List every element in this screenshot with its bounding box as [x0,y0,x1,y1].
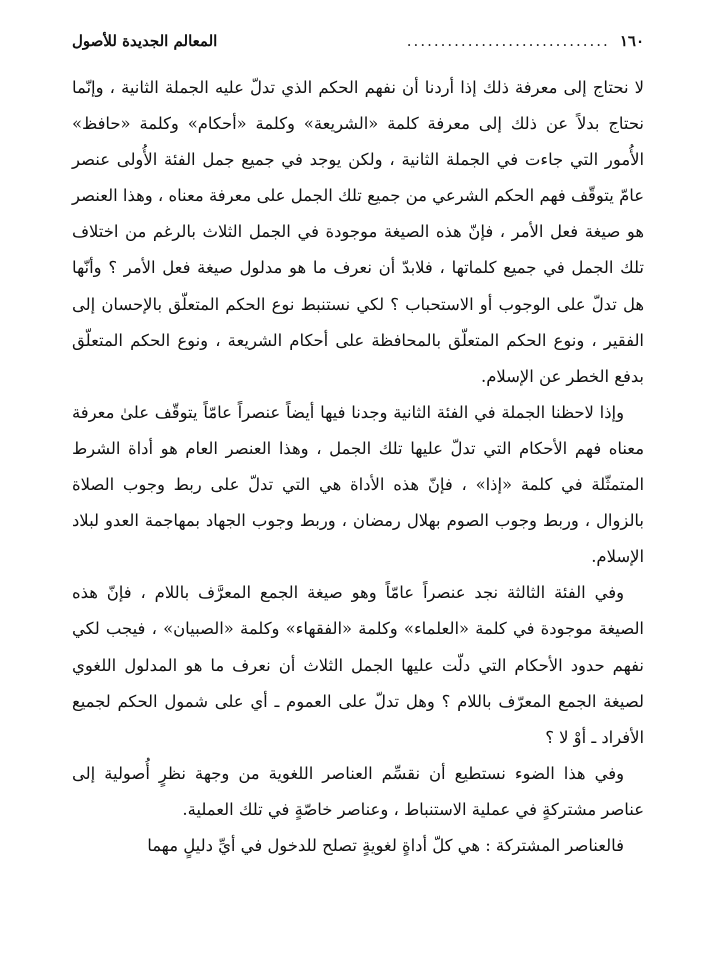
page-header [72,24,644,58]
body-text [72,70,644,864]
paragraph: لا نحتاج إلى معرفة ذلك إذا أردنا أن نفهم الحكم الذي تدلّ عليه الجملة الثانية ، وإنّما نحتاج بدلاً عن ذلك إلى معرفة كلمة «الشريعة» وكلمة «أحكام» وكلمة «حافظ» الأُمور التي جاءت في الجملة الثانية ، ولكن يوجد في جميع جمل الفئة الأُولى عنصر عامّ يتوقّف فهم الحكم الشرعي من جميع تلك الجمل على معرفة معناه ، وهذا العنصر هو صيغة فعل الأمر ، فإنّ هذه الصيغة موجودة في الجمل الثلاث بالرغم من اختلاف تلك الجمل في جميع كلماتها ، فلابدّ أن نعرف ما هو مدلول صيغة فعل الأمر ؟ وأنّها هل تدلّ على الوجوب أو الاستحباب ؟ لكي نستنبط نوع الحكم المتعلّق بالإحسان إلى الفقير ، ونوع الحكم المتعلّق بالمحافظة على أحكام الشريعة ، ونوع الحكم المتعلّق بدفع الخطر عن الإسلام. [72,78,644,386]
page-number: ١٦٠ [619,32,644,50]
paragraph: وإذا لاحظنا الجملة في الفئة الثانية وجدنا فيها أيضاً عنصراً عامّاً يتوقّف علىٰ معرفة معناه فهم الأحكام التي تدلّ عليها تلك الجمل ، وهذا العنصر العام هو أداة الشرط المتمثّلة في كلمة «إذا» ، فإنّ هذه الأداة هي التي تدلّ على ربط وجوب الصلاة بالزوال ، وربط وجوب الصوم بهلال رمضان ، وربط وجوب الجهاد بمهاجمة العدو لبلاد الإسلام. [72,402,644,567]
paragraph: فالعناصر المشتركة : هي كلّ أداةٍ لغويةٍ تصلح للدخول في أيِّ دليلٍ مهما [147,835,624,855]
paragraph: وفي الفئة الثالثة نجد عنصراً عامّاً وهو صيغة الجمع المعرَّف باللام ، فإنّ هذه الصيغة موجودة في كلمة «العلماء» وكلمة «الفقهاء» وكلمة «الصبيان» ، فيجب لكي نفهم حدود الأحكام التي دلّت عليها الجمل الثلاث أن نعرف ما هو المدلول اللغوي لصيغة الجمع المعرّف باللام ؟ وهل تدلّ على العموم ـ أي على شمول الحكم لجميع الأفراد ـ أوْ لا ؟ [72,583,644,747]
running-title: المعالم الجديدة للأصول [72,32,218,50]
header-leader-dots: .............................. [406,32,610,50]
paragraph: وفي هذا الضوء نستطيع أن نقسِّم العناصر اللغوية من وجهة نظرٍ أُصولية إلى عناصر مشتركةٍ في عملية الاستنباط ، وعناصر خاصّةٍ في تلك العملية. [72,763,644,819]
